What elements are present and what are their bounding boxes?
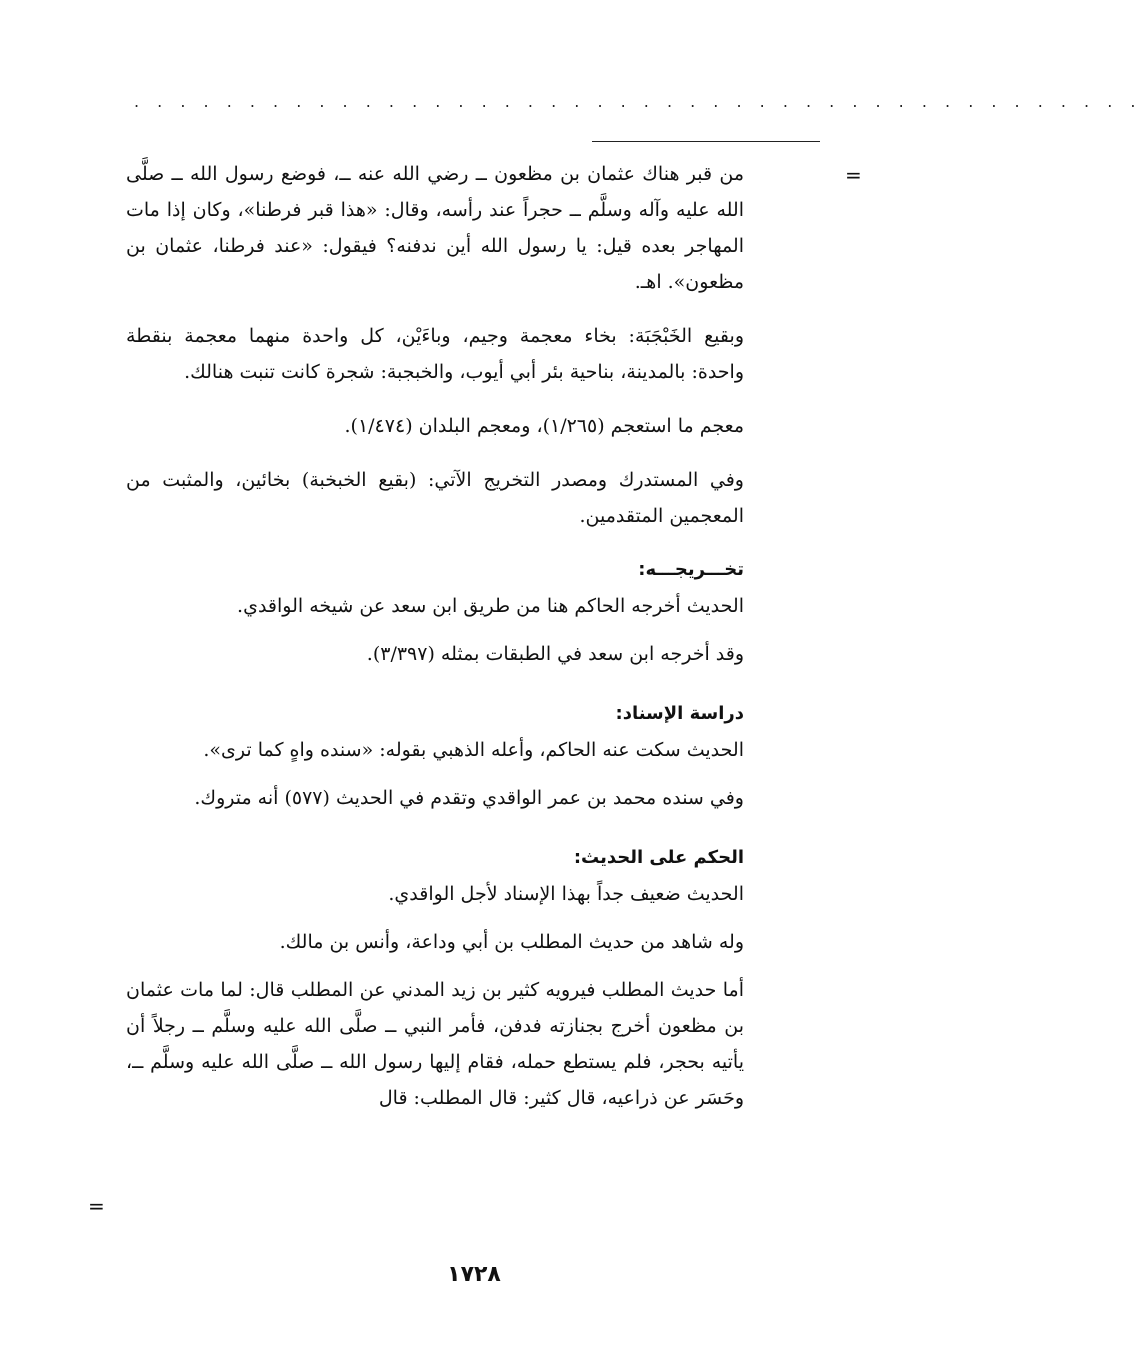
- page-number: ١٧٢٨: [447, 1262, 501, 1287]
- paragraph-baqi: وبقيع الخَبْجَبَة: بخاء معجمة وجيم، وباءَيْن، كل واحدة منهما معجمة بنقطة واحدة: بالمدينة، بناحية بئر أبي أيوب، والخبجبة: شجرة كانت تنبت هنالك.: [126, 325, 744, 383]
- heading-hukm: الحكم على الحديث:: [573, 847, 744, 868]
- heading-takhrij: تخـــريجـــه:: [638, 559, 744, 580]
- dotted-separator: . . . . . . . . . . . . . . . . . . . . . . . . . . . . . . . . . . . . . . . . . . . .: [134, 92, 1142, 111]
- continuation-mark-bottom: =: [88, 1194, 105, 1218]
- paragraph-mujam-refs: معجم ما استعجم (١/٢٦٥)، ومعجم البلدان (١/٤٧٤).: [344, 415, 744, 437]
- continuation-mark-top: =: [845, 163, 862, 187]
- hukm-line: الحديث ضعيف جداً بهذا الإسناد لأجل الواقدي.: [388, 883, 744, 905]
- paragraph-qabr: من قبر هناك عثمان بن مظعون ــ رضي الله عنه ــ، فوضع رسول الله ــ صلَّى الله عليه وآله وسلَّم ــ حجراً عند رأسه، وقال: «هذا قبر فرطنا»، وكان إذا مات المهاجر بعده قيل: يا رسول الله أين ندفنه؟ فيقول: «عند فرطنا، عثمان بن مظعون». اهـ.: [126, 163, 744, 293]
- takhrij-line: وقد أخرجه ابن سعد في الطبقات بمثله (٣/٣٩٧).: [366, 643, 744, 665]
- hukm-line: أما حديث المطلب فيرويه كثير بن زيد المدني عن المطلب قال: لما مات عثمان بن مظعون أخرج بجنازته فدفن، فأمر النبي ــ صلَّى الله عليه وسلَّم ــ رجلاً أن يأتيه بحجر، فلم يستطع حمله، فقام إليها رسول الله ــ صلَّى الله عليه وسلَّم ــ، وحَسَر عن ذراعيه، قال كثير: قال المطلب: قال: [126, 979, 744, 1109]
- page-body: [126, 156, 744, 1116]
- takhrij-line: الحديث أخرجه الحاكم هنا من طريق ابن سعد عن شيخه الواقدي.: [237, 595, 744, 617]
- isnad-line: الحديث سكت عنه الحاكم، وأعله الذهبي بقوله: «سنده واهٍ كما ترى».: [203, 739, 744, 761]
- heading-isnad: دراسة الإسناد:: [615, 703, 744, 724]
- isnad-line: وفي سنده محمد بن عمر الواقدي وتقدم في الحديث (٥٧٧) أنه متروك.: [194, 787, 744, 809]
- footnote-rule: [592, 141, 820, 142]
- paragraph-mustadrak-note: وفي المستدرك ومصدر التخريج الآتي: (بقيع الخبخبة) بخائين، والمثبت من المعجمين المتقدمين.: [126, 469, 744, 527]
- hukm-line: وله شاهد من حديث المطلب بن أبي وداعة، وأنس بن مالك.: [279, 931, 744, 953]
